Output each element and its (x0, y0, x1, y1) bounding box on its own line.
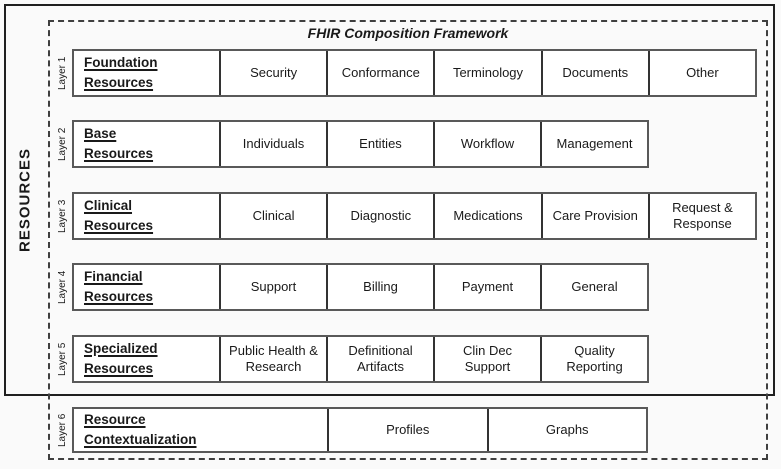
layer-5-name-line1: Specialized (84, 340, 158, 356)
layer-5-table (72, 335, 649, 383)
cell-clin-dec-support: Clin Dec Support (433, 337, 540, 381)
layer-6-name-line1: Resource (84, 411, 146, 427)
cell-terminology: Terminology (433, 51, 540, 95)
cell-billing: Billing (326, 265, 433, 309)
layer-1-name-line1: Foundation (84, 54, 158, 70)
cell-individuals: Individuals (219, 122, 326, 166)
cell-general: General (540, 265, 647, 309)
layer-2-row (57, 120, 649, 168)
cell-public-health-research: Public Health & Research (219, 337, 326, 381)
resources-side-label: RESOURCES (16, 147, 34, 253)
layer-6-tab: Layer 6 (57, 413, 68, 447)
cell-clinical: Clinical (219, 194, 326, 238)
cell-workflow: Workflow (433, 122, 540, 166)
layer-2-tab: Layer 2 (57, 127, 68, 161)
cell-entities: Entities (326, 122, 433, 166)
cell-quality-reporting: Quality Reporting (540, 337, 647, 381)
cell-diagnostic: Diagnostic (326, 194, 433, 238)
layer-5-row (57, 335, 649, 383)
layer-5-tab: Layer 5 (57, 342, 68, 376)
layer-3-row (57, 192, 757, 240)
cell-graphs: Graphs (487, 409, 647, 451)
layer-2-table (72, 120, 649, 168)
diagram-title: FHIR Composition Framework (307, 25, 509, 41)
layer-6-name-line2: Contextualization (84, 432, 197, 447)
layer-4-table (72, 263, 649, 311)
layer-2-name-line2: Resources (84, 146, 154, 161)
layer-1-table (72, 49, 757, 97)
cell-care-provision: Care Provision (541, 194, 648, 238)
layer-3-table (72, 192, 757, 240)
layer-3-name-line1: Clinical (84, 197, 133, 213)
cell-support: Support (219, 265, 326, 309)
cell-profiles: Profiles (327, 409, 487, 451)
layer-6-table (72, 407, 648, 453)
layer-1-name (74, 51, 219, 95)
cell-other: Other (648, 51, 755, 95)
layer-2-name-line1: Base (84, 125, 117, 141)
layer-3-name-line2: Resources (84, 218, 154, 233)
cell-management: Management (540, 122, 647, 166)
cell-request-response: Request & Response (648, 194, 755, 238)
layer-6-row (57, 407, 648, 453)
layer-4-name (74, 265, 219, 309)
layer-3-tab: Layer 3 (57, 199, 68, 233)
cell-payment: Payment (433, 265, 540, 309)
layer-4-tab: Layer 4 (57, 270, 68, 304)
layer-3-name (74, 194, 219, 238)
layer-4-row (57, 263, 649, 311)
layer-2-name (74, 122, 219, 166)
cell-definitional-artifacts: Definitional Artifacts (326, 337, 433, 381)
layer-1-row (57, 49, 757, 97)
layer-6-name (74, 409, 327, 451)
layer-5-name (74, 337, 219, 381)
cell-medications: Medications (433, 194, 540, 238)
layer-5-name-line2: Resources (84, 361, 154, 376)
layer-4-name-line2: Resources (84, 289, 154, 304)
cell-security: Security (219, 51, 326, 95)
cell-documents: Documents (541, 51, 648, 95)
layer-1-tab: Layer 1 (57, 56, 68, 90)
cell-conformance: Conformance (326, 51, 433, 95)
layer-4-name-line1: Financial (84, 268, 143, 284)
layer-1-name-line2: Resources (84, 75, 154, 90)
